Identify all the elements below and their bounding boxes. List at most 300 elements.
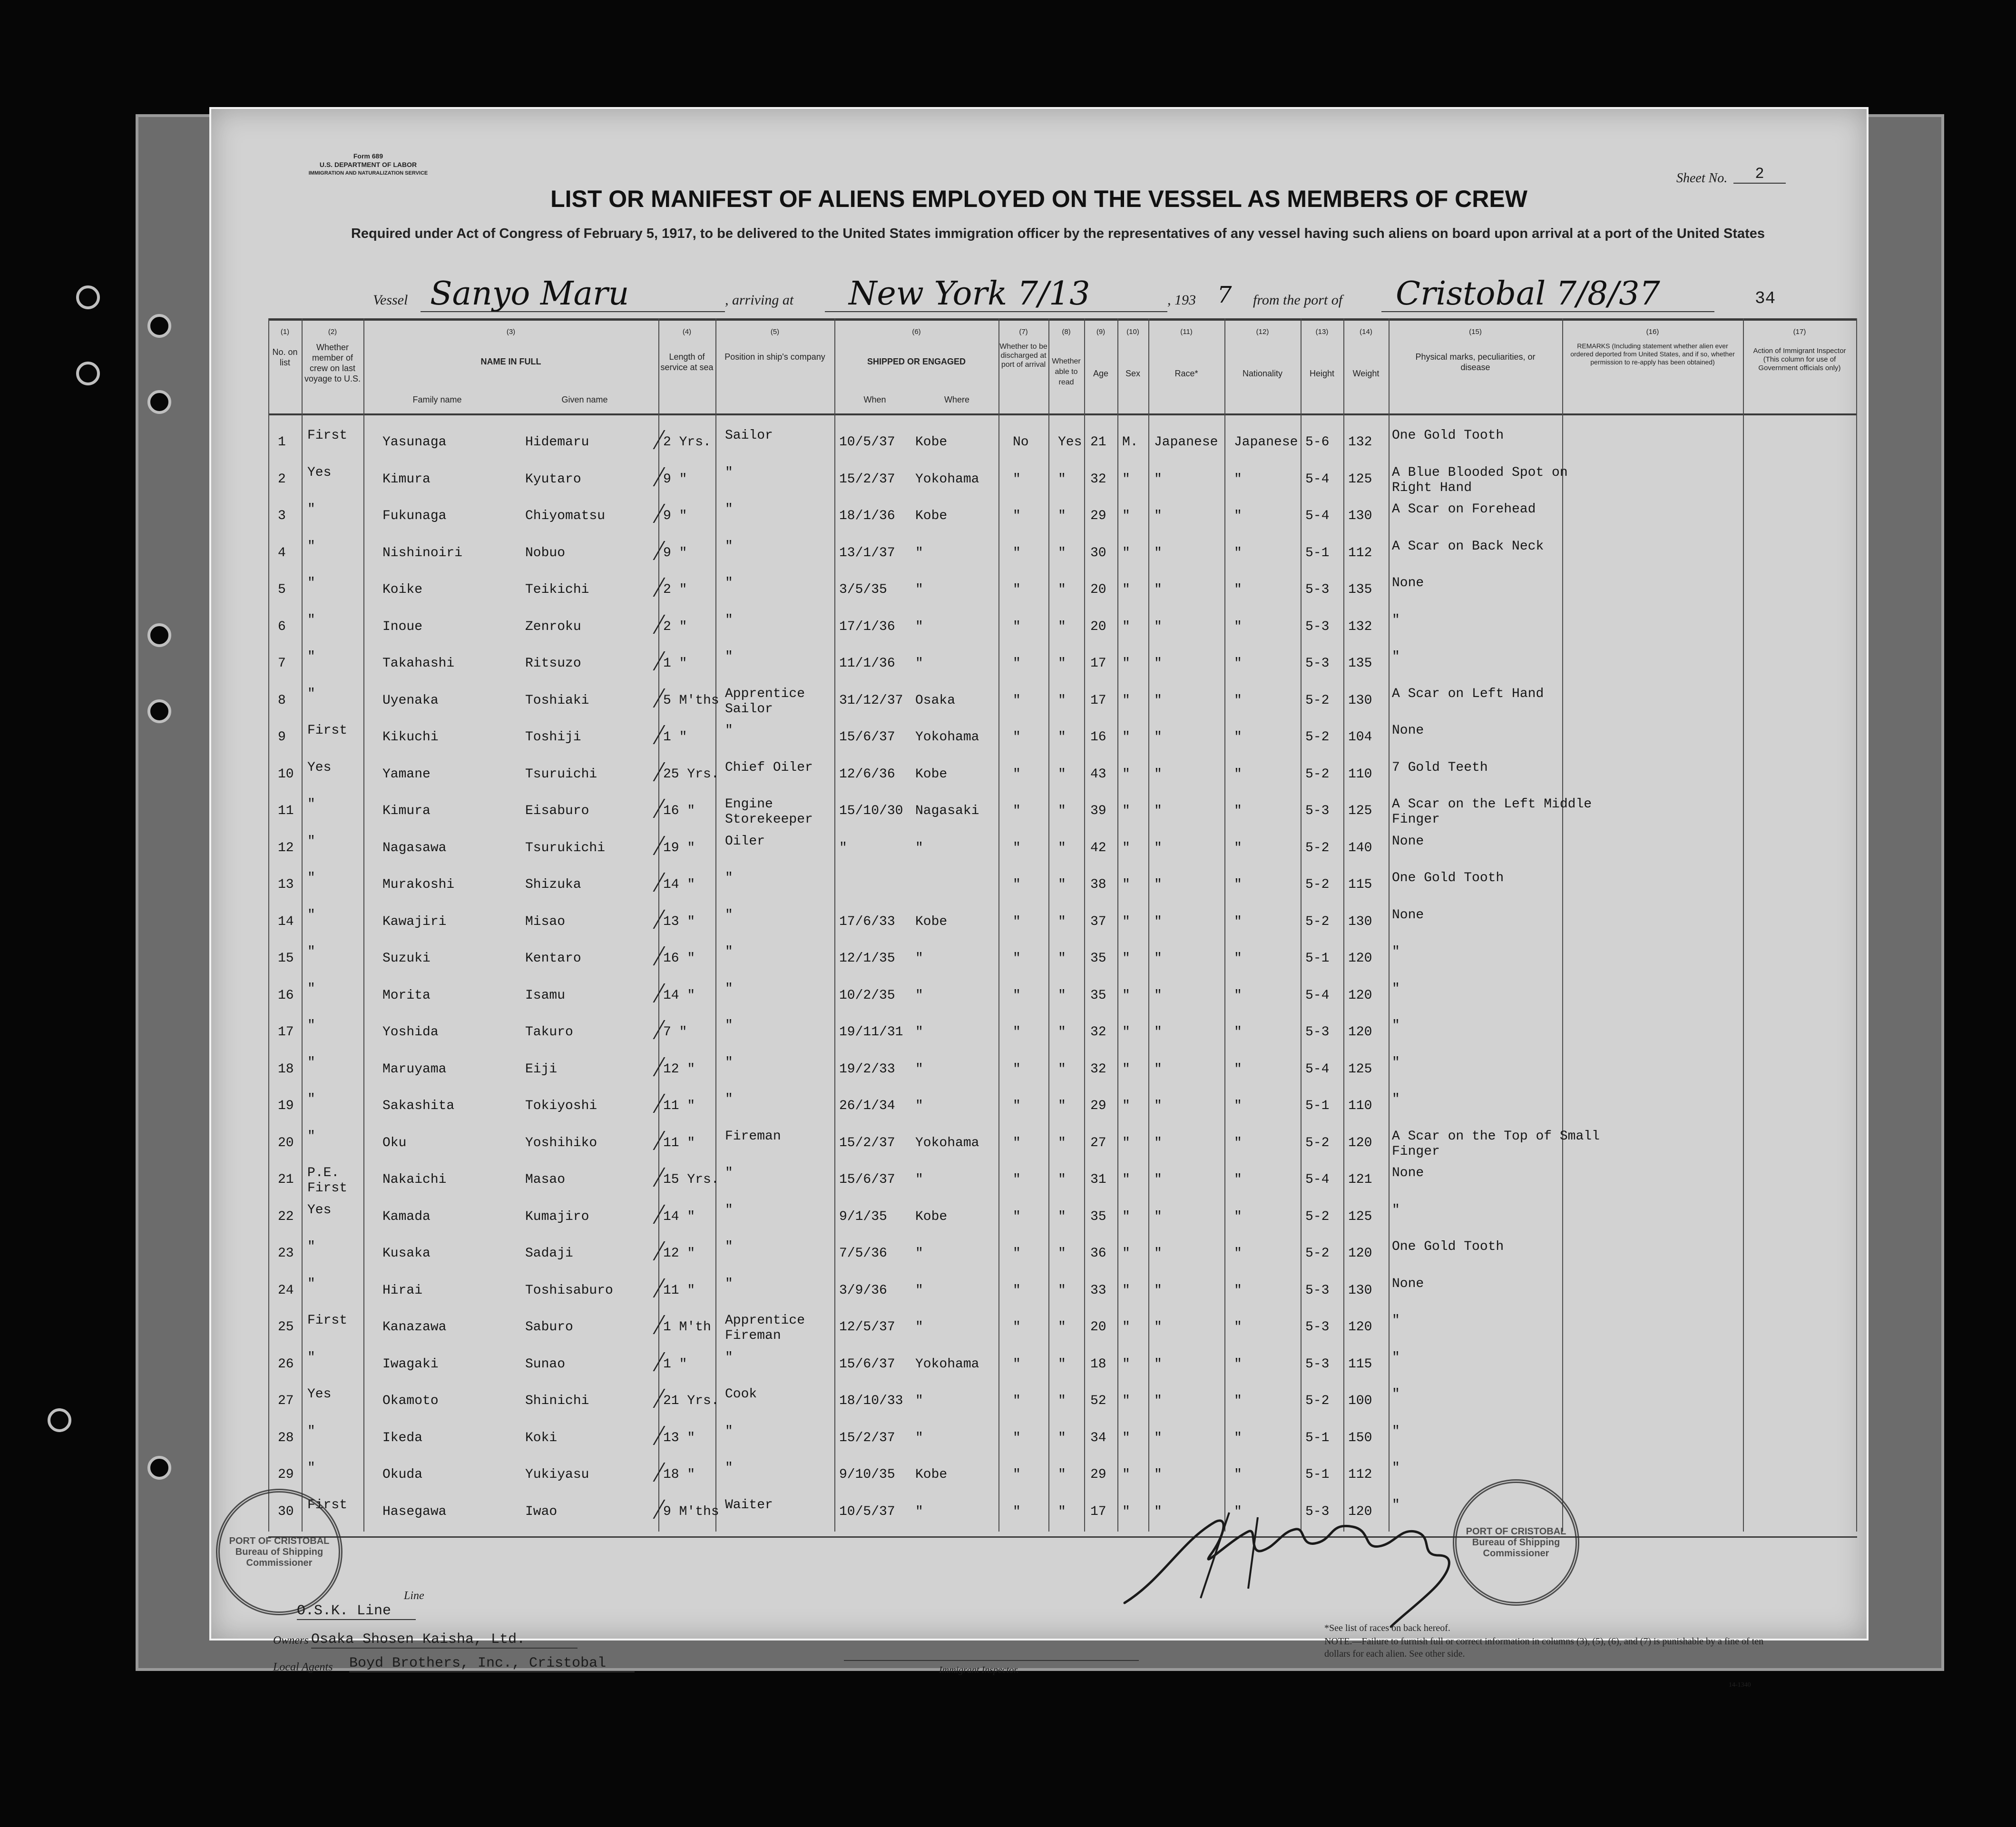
cell-previous-voyage: " (307, 1092, 315, 1107)
cell-given-name: Hidemaru (525, 435, 589, 450)
column-rule (1562, 318, 1563, 1532)
cell-position: " (725, 871, 733, 885)
cell-height: 5-4 (1305, 509, 1330, 523)
cell-row-number: 16 (278, 988, 294, 1003)
cell-nationality: " (1234, 1246, 1242, 1261)
cell-sex: " (1122, 766, 1130, 782)
cell-nationality: " (1234, 1135, 1242, 1150)
cell-service-length: 13 " (663, 914, 695, 929)
cell-service-length: 14 " (663, 988, 695, 1003)
cell-height: 5-2 (1305, 1209, 1330, 1224)
cell-shipped-when: 31/12/37 (839, 693, 903, 708)
cell-given-name: Shinichi (525, 1394, 589, 1408)
cell-race: " (1154, 840, 1162, 855)
cell-row-number: 13 (278, 877, 294, 892)
cell-previous-voyage: Yes (307, 1387, 332, 1402)
cell-shipped-when: 3/5/35 (839, 582, 887, 597)
cell-shipped-when: 15/2/37 (839, 471, 895, 487)
binder-hole (147, 390, 171, 414)
cell-family-name: Nishinoiri (382, 545, 463, 560)
cell-nationality: " (1234, 730, 1242, 745)
cell-family-name: Fukunaga (382, 509, 447, 523)
cell-physical-marks: " (1392, 1202, 1400, 1218)
check-mark (629, 1057, 665, 1076)
column-number: (2) (328, 328, 337, 336)
cell-weight: 140 (1348, 840, 1372, 855)
column-header-name: NAME IN FULL (480, 357, 541, 366)
cell-weight: 104 (1348, 730, 1372, 745)
cell-family-name: Ikeda (382, 1430, 423, 1445)
check-mark (629, 1500, 665, 1519)
cell-family-name: Koike (382, 582, 423, 597)
cell-position: " (725, 944, 733, 959)
cell-position: " (725, 502, 733, 517)
check-mark (629, 1020, 665, 1039)
column-header-race: Race* (1174, 369, 1198, 378)
cell-row-number: 12 (278, 840, 294, 855)
cell-family-name: Kikuchi (382, 730, 439, 745)
cell-age: 20 (1090, 619, 1106, 634)
from-port-line (1381, 311, 1714, 312)
cell-position: " (725, 576, 733, 590)
cell-given-name: Toshiaki (525, 693, 589, 708)
cell-age: 17 (1090, 1504, 1106, 1519)
cell-service-length: 9 " (663, 471, 687, 487)
cell-sex: " (1122, 1504, 1130, 1519)
cell-able-to-read: " (1058, 619, 1066, 634)
cell-shipped-where: " (915, 988, 923, 1003)
cell-race: " (1154, 730, 1162, 745)
cell-able-to-read: " (1058, 1025, 1066, 1040)
check-mark (629, 1278, 665, 1297)
column-rule (1048, 318, 1049, 1532)
cell-age: 32 (1090, 1061, 1106, 1077)
cell-discharged: " (1013, 914, 1021, 929)
cell-shipped-when: 10/2/35 (839, 988, 895, 1003)
column-number: (10) (1126, 328, 1139, 336)
cell-family-name: Uyenaka (382, 693, 439, 708)
column-rule (363, 318, 364, 1532)
cell-able-to-read: " (1058, 1061, 1066, 1077)
cell-position: " (725, 1461, 733, 1475)
column-header-remarks: REMARKS (Including statement whether alien ever ordered deported from United States, and if so, whether permission to re-apply has been obtained) (1570, 342, 1735, 366)
cell-given-name: Yukiyasu (525, 1467, 589, 1482)
cell-family-name: Okuda (382, 1467, 423, 1482)
cell-family-name: Morita (382, 988, 431, 1003)
inspector-signature (1106, 1484, 1534, 1641)
cell-row-number: 10 (278, 766, 294, 782)
cell-physical-marks: One Gold Tooth (1392, 428, 1504, 443)
vessel-label: Vessel (373, 292, 408, 308)
cell-physical-marks: None (1392, 723, 1424, 738)
cell-weight: 130 (1348, 693, 1372, 708)
cell-previous-voyage: First (307, 428, 348, 443)
cell-shipped-when: 11/1/36 (839, 656, 895, 671)
cell-nationality: " (1234, 582, 1242, 597)
cell-discharged: " (1013, 1467, 1021, 1482)
cell-sex: " (1122, 619, 1130, 634)
check-mark (629, 1352, 665, 1371)
cell-family-name: Yasunaga (382, 435, 447, 450)
cell-able-to-read: " (1058, 914, 1066, 929)
cell-able-to-read: " (1058, 951, 1066, 966)
cell-row-number: 11 (278, 804, 294, 818)
cell-height: 5-1 (1305, 1430, 1330, 1445)
check-mark (629, 1094, 665, 1113)
cell-row-number: 15 (278, 951, 294, 966)
sheet-number-label: Sheet No. (1676, 171, 1728, 186)
cell-discharged: " (1013, 766, 1021, 782)
cell-nationality: " (1234, 1320, 1242, 1335)
cell-physical-marks: " (1392, 649, 1400, 664)
cell-given-name: Tsuruichi (525, 766, 597, 782)
cell-sex: " (1122, 730, 1130, 745)
cell-previous-voyage: " (307, 944, 315, 959)
cell-age: 35 (1090, 988, 1106, 1003)
cell-race: " (1154, 656, 1162, 671)
column-rule (302, 318, 303, 1532)
cell-age: 16 (1090, 730, 1106, 745)
cell-shipped-where: " (915, 1504, 923, 1519)
column-rule (1343, 318, 1344, 1532)
cell-race: " (1154, 1025, 1162, 1040)
cell-weight: 135 (1348, 582, 1372, 597)
cell-discharged: No (1013, 435, 1029, 450)
cell-weight: 100 (1348, 1394, 1372, 1408)
cell-height: 5-2 (1305, 840, 1330, 855)
cell-service-length: 1 " (663, 730, 687, 745)
check-mark (629, 1168, 665, 1187)
cell-discharged: " (1013, 619, 1021, 634)
cell-able-to-read: " (1058, 766, 1066, 782)
cell-row-number: 26 (278, 1356, 294, 1372)
cell-nationality: " (1234, 1467, 1242, 1482)
cell-discharged: " (1013, 693, 1021, 708)
signature-drawing (1106, 1484, 1534, 1641)
cell-able-to-read: " (1058, 509, 1066, 523)
cell-weight: 115 (1348, 1356, 1372, 1372)
line-value: O.S.K. Line (297, 1603, 416, 1620)
penalty-note: NOTE.—Failure to furnish full or correct information in columns (3), (5), (6), and (7) is punishable by a fine of ten dollars for each alien. See other side. (1324, 1636, 1764, 1659)
cell-nationality: " (1234, 1061, 1242, 1077)
cell-row-number: 5 (278, 582, 286, 597)
cell-given-name: Kentaro (525, 951, 581, 966)
cell-race: " (1154, 509, 1162, 523)
check-mark (629, 430, 665, 449)
cell-shipped-when: 15/6/37 (839, 1356, 895, 1372)
cell-row-number: 7 (278, 656, 286, 671)
column-rule (715, 318, 716, 1532)
cell-race: " (1154, 1246, 1162, 1261)
cell-family-name: Kimura (382, 804, 431, 818)
cell-nationality: " (1234, 804, 1242, 818)
binder-hole (76, 362, 100, 385)
cell-service-length: 11 " (663, 1135, 695, 1150)
owners-value: Osaka Shosen Kaisha, Ltd. (311, 1631, 577, 1649)
cell-row-number: 25 (278, 1320, 294, 1335)
cell-race: " (1154, 951, 1162, 966)
check-mark (629, 1315, 665, 1334)
cell-given-name: Iwao (525, 1504, 558, 1519)
cell-shipped-where: " (915, 1061, 923, 1077)
cell-service-length: 19 " (663, 840, 695, 855)
cell-shipped-where: Kobe (915, 509, 948, 523)
cell-shipped-when: 19/2/33 (839, 1061, 895, 1077)
cell-height: 5-2 (1305, 877, 1330, 892)
cell-shipped-when: 15/6/37 (839, 730, 895, 745)
cell-row-number: 28 (278, 1430, 294, 1445)
cell-age: 27 (1090, 1135, 1106, 1150)
check-mark (629, 873, 665, 892)
cell-family-name: Okamoto (382, 1394, 439, 1408)
cell-service-length: 11 " (663, 1283, 695, 1298)
cell-race: " (1154, 1467, 1162, 1482)
cell-shipped-when: 17/1/36 (839, 619, 895, 634)
cell-row-number: 29 (278, 1467, 294, 1482)
column-header-weight: Weight (1352, 369, 1380, 378)
cell-able-to-read: " (1058, 1394, 1066, 1408)
column-number: (11) (1180, 328, 1193, 336)
check-mark (629, 541, 665, 560)
cell-shipped-when: 12/5/37 (839, 1320, 895, 1335)
cell-shipped-where: Kobe (915, 914, 948, 929)
cell-discharged: " (1013, 1099, 1021, 1113)
cell-able-to-read: " (1058, 471, 1066, 487)
cell-shipped-where: " (915, 545, 923, 560)
cell-previous-voyage: " (307, 649, 315, 664)
cell-service-length: 11 " (663, 1099, 695, 1113)
column-rule (268, 318, 269, 1532)
column-header-physical-marks: Physical marks, peculiarities, or disease (1415, 352, 1536, 372)
cell-able-to-read: " (1058, 656, 1066, 671)
service-name: IMMIGRATION AND NATURALIZATION SERVICE (308, 170, 428, 176)
line-label: Line (404, 1590, 424, 1602)
column-header-nationality: Nationality (1242, 369, 1283, 378)
cell-position: Oiler (725, 834, 765, 849)
cell-previous-voyage: " (307, 1129, 315, 1144)
cell-service-length: 5 M'ths (663, 693, 719, 708)
cell-physical-marks: A Scar on Back Neck (1392, 539, 1544, 554)
cell-physical-marks: " (1392, 1055, 1400, 1070)
cell-row-number: 1 (278, 435, 286, 450)
cell-physical-marks: " (1392, 944, 1400, 959)
check-mark (629, 1463, 665, 1482)
cell-shipped-when: 18/1/36 (839, 509, 895, 523)
cell-race: " (1154, 988, 1162, 1003)
print-code: 14-1340 (1729, 1681, 1751, 1689)
cell-age: 35 (1090, 1209, 1106, 1224)
cell-row-number: 6 (278, 619, 286, 634)
check-mark (629, 1389, 665, 1408)
cell-row-number: 30 (278, 1504, 294, 1519)
cell-height: 5-3 (1305, 1025, 1330, 1040)
cell-given-name: Sunao (525, 1356, 566, 1372)
cell-height: 5-3 (1305, 582, 1330, 597)
arriving-line (825, 311, 1167, 312)
cell-service-length: 12 " (663, 1061, 695, 1077)
cell-sex: " (1122, 1467, 1130, 1482)
cell-physical-marks: " (1392, 1497, 1400, 1513)
cell-weight: 120 (1348, 1025, 1372, 1040)
cell-service-length: 2 Yrs. (663, 435, 711, 450)
column-number: (4) (682, 328, 692, 336)
column-number: (1) (280, 328, 290, 336)
cell-family-name: Nakaichi (382, 1172, 447, 1187)
table-top-rule (268, 318, 1857, 321)
cell-discharged: " (1013, 840, 1021, 855)
cell-height: 5-3 (1305, 1356, 1330, 1372)
cell-age: 18 (1090, 1356, 1106, 1372)
cell-physical-marks: " (1392, 1424, 1400, 1439)
cell-height: 5-4 (1305, 1061, 1330, 1077)
cell-weight: 110 (1348, 766, 1372, 782)
cell-height: 5-2 (1305, 914, 1330, 929)
page-number: 34 (1755, 289, 1776, 308)
cell-previous-voyage: " (307, 1018, 315, 1033)
cell-physical-marks: A Scar on Left Hand (1392, 686, 1544, 701)
cell-able-to-read: " (1058, 1135, 1066, 1150)
cell-discharged: " (1013, 1356, 1021, 1372)
cell-shipped-where: Kobe (915, 1467, 948, 1482)
cell-discharged: " (1013, 1320, 1021, 1335)
cell-previous-voyage: Yes (307, 465, 332, 480)
binder-hole (147, 1456, 171, 1480)
cell-able-to-read: " (1058, 1283, 1066, 1298)
cell-previous-voyage: " (307, 981, 315, 996)
column-header-age: Age (1093, 369, 1109, 378)
cell-weight: 120 (1348, 1504, 1372, 1519)
cell-shipped-where: " (915, 840, 923, 855)
cell-given-name: Toshisaburo (525, 1283, 613, 1298)
cell-discharged: " (1013, 804, 1021, 818)
cell-sex: " (1122, 1099, 1130, 1113)
cell-weight: 125 (1348, 1209, 1372, 1224)
cell-age: 52 (1090, 1394, 1106, 1408)
column-rule (998, 318, 999, 1532)
column-number: (8) (1062, 328, 1071, 336)
check-mark (629, 836, 665, 855)
cell-shipped-where: Nagasaki (915, 804, 979, 818)
cell-weight: 110 (1348, 1099, 1372, 1113)
cell-row-number: 2 (278, 471, 286, 487)
cell-shipped-when: 18/10/33 (839, 1394, 903, 1408)
cell-nationality: " (1234, 988, 1242, 1003)
cell-given-name: Teikichi (525, 582, 589, 597)
cell-age: 29 (1090, 1099, 1106, 1113)
cell-height: 5-2 (1305, 766, 1330, 782)
column-header-family-name: Family name (412, 395, 462, 404)
cell-previous-voyage: " (307, 576, 315, 590)
cell-discharged: " (1013, 988, 1021, 1003)
cell-shipped-where: " (915, 1025, 923, 1040)
cell-position: Apprentice Sailor (725, 686, 805, 717)
cell-race: " (1154, 914, 1162, 929)
cell-sex: " (1122, 1209, 1130, 1224)
cell-age: 29 (1090, 509, 1106, 523)
cell-previous-voyage: First (307, 723, 348, 738)
cell-sex: " (1122, 1283, 1130, 1298)
cell-given-name: Isamu (525, 988, 566, 1003)
cell-row-number: 17 (278, 1025, 294, 1040)
cell-shipped-when: 17/6/33 (839, 914, 895, 929)
cell-previous-voyage: P.E. First (307, 1166, 348, 1196)
cell-nationality: " (1234, 656, 1242, 671)
column-rule (1743, 318, 1744, 1532)
cell-nationality: " (1234, 914, 1242, 929)
cell-sex: " (1122, 471, 1130, 487)
cell-physical-marks: A Blue Blooded Spot on Right Hand (1392, 465, 1568, 495)
cell-shipped-when: 15/2/37 (839, 1135, 895, 1150)
cell-discharged: " (1013, 877, 1021, 892)
cell-nationality: " (1234, 766, 1242, 782)
cell-position: Waiter (725, 1497, 773, 1513)
cell-height: 5-1 (1305, 951, 1330, 966)
cell-sex: " (1122, 1246, 1130, 1261)
column-header-position: Position in ship's company (724, 352, 825, 362)
cell-given-name: Tokiyoshi (525, 1099, 597, 1113)
cell-sex: " (1122, 545, 1130, 560)
page-subtitle: Required under Act of Congress of February 5, 1917, to be delivered to the United States immigration officer by the representatives of any vessel having such aliens on board upon arrival at a port of the United States (351, 226, 1765, 241)
cell-physical-marks: None (1392, 1166, 1424, 1180)
cell-row-number: 22 (278, 1209, 294, 1224)
cell-previous-voyage: " (307, 1350, 315, 1365)
cell-shipped-where: " (915, 619, 923, 634)
column-number: (7) (1019, 328, 1028, 336)
cell-nationality: " (1234, 1356, 1242, 1372)
cell-previous-voyage: " (307, 1424, 315, 1439)
cell-family-name: Yamane (382, 766, 431, 782)
cell-nationality: " (1234, 509, 1242, 523)
cell-able-to-read: " (1058, 545, 1066, 560)
cell-previous-voyage: " (307, 1276, 315, 1291)
cell-height: 5-1 (1305, 1099, 1330, 1113)
cell-shipped-where: Kobe (915, 766, 948, 782)
cell-given-name: Chiyomatsu (525, 509, 606, 523)
cell-row-number: 24 (278, 1283, 294, 1298)
cell-shipped-when: 9/10/35 (839, 1467, 895, 1482)
cell-physical-marks: A Scar on the Left Middle Finger (1392, 797, 1592, 827)
cell-family-name: Hirai (382, 1283, 423, 1298)
cell-previous-voyage: " (307, 1055, 315, 1070)
cell-nationality: Japanese (1234, 435, 1298, 450)
cell-race: " (1154, 1061, 1162, 1077)
column-header-discharged: Whether to be discharged at port of arrival (999, 343, 1047, 369)
cell-position: Sailor (725, 428, 773, 443)
cell-discharged: " (1013, 1430, 1021, 1445)
cell-family-name: Hasegawa (382, 1504, 447, 1519)
column-header-height: Height (1309, 369, 1335, 378)
cell-able-to-read: " (1058, 1209, 1066, 1224)
cell-shipped-when: 10/5/37 (839, 435, 895, 450)
cell-previous-voyage: " (307, 502, 315, 517)
from-port: Cristobal 7/8/37 (1396, 275, 1660, 313)
cell-physical-marks: " (1392, 1461, 1400, 1475)
cell-position: " (725, 723, 733, 738)
manifest-sheet (209, 107, 1869, 1689)
cell-physical-marks: A Scar on Forehead (1392, 502, 1536, 517)
cell-discharged: " (1013, 582, 1021, 597)
cell-service-length: 18 " (663, 1467, 695, 1482)
check-mark (629, 910, 665, 929)
port-stamp-left: PORT OF CRISTOBAL Bureau of Shipping Commissioner (216, 1489, 343, 1615)
cell-row-number: 9 (278, 730, 286, 745)
check-mark (629, 1241, 665, 1260)
column-rule (834, 318, 835, 1532)
cell-row-number: 4 (278, 545, 286, 560)
cell-given-name: Yoshihiko (525, 1135, 597, 1150)
cell-able-to-read: " (1058, 804, 1066, 818)
cell-previous-voyage: " (307, 1239, 315, 1254)
